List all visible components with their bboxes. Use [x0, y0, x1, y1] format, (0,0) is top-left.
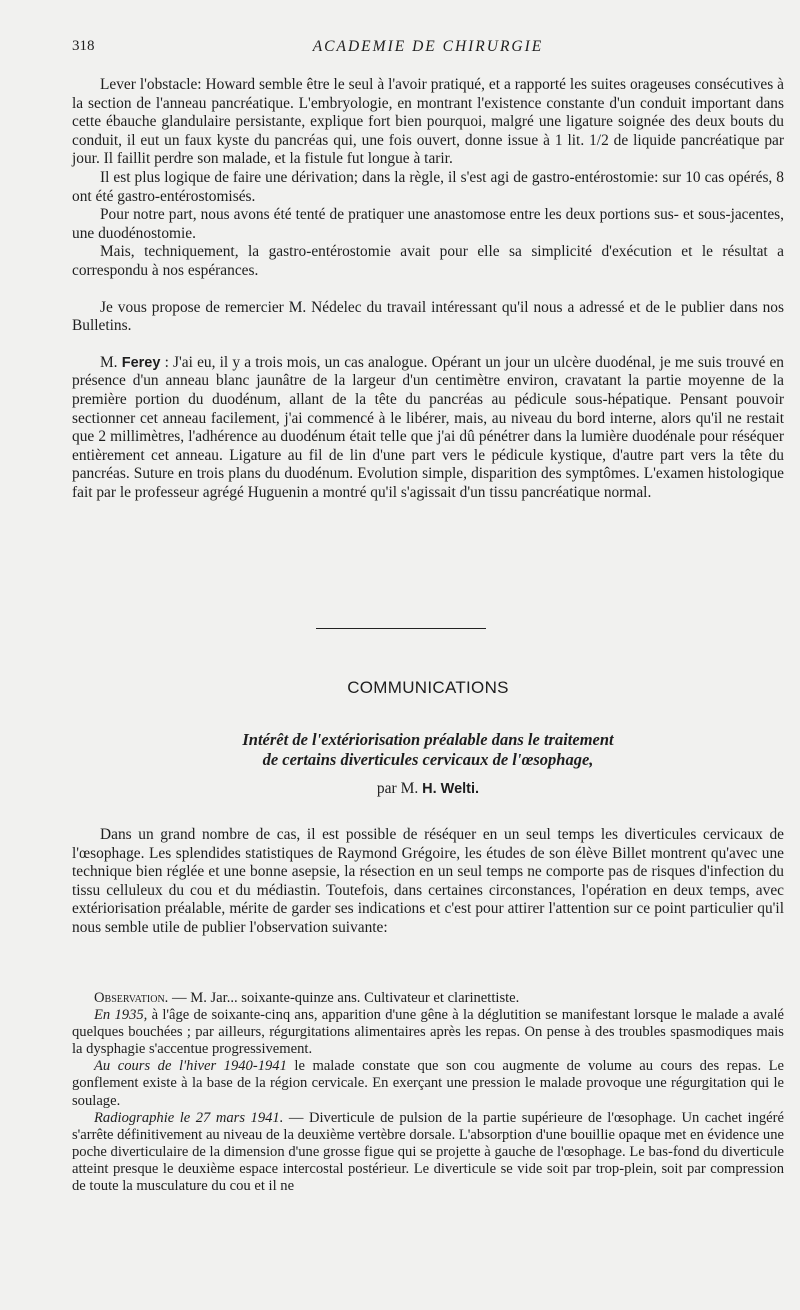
- observation-text: — Diverticule de pulsion de la partie supérieure de l'œsophage. Un cachet ingéré s'arrête définitivement au niveau de la deuxième vertèbre dorsale. L'absorption d'une bouillie opaque met en évidence une poche diverticulaire de la dimension d'une grosse figue qui se projette à gauche de l'œsophage. Le bas-fond du diverticule atteint presque le deuxième espace intercostal postérieur. Le diverticule se vide soit par trop-plein, soit par compression de toute la musculature du cou et il ne: [72, 1109, 784, 1195]
- speaker-name: Ferey: [121, 354, 161, 371]
- observation-paragraph: [72, 1007, 784, 1058]
- article-title-line: de certains diverticules cervicaux de l'œsophage,: [262, 750, 594, 769]
- paragraph: Je vous propose de remercier M. Nédelec du travail intéressant qu'il nous a adressé et de le publier dans nos Bulletins.: [72, 298, 784, 335]
- observation-text: le malade constate que son cou augmente de volume au cours des repas. Le gonflement existe à la base de la région cervicale. En exerçant une pression le malade provoque une régurgitation qui le soulage.: [72, 1058, 785, 1109]
- observation-label: Observation.: [94, 990, 169, 1006]
- article-title: [72, 730, 784, 770]
- section-heading: COMMUNICATIONS: [347, 678, 509, 697]
- section-divider: [316, 628, 486, 629]
- author-name: H. Welti.: [422, 781, 480, 797]
- observation-text: à l'âge de soixante-cinq ans, apparition d'une gêne à la déglutition se manifestant lorsque le malade a avalé quelques bouchées ; par ailleurs, régurgitations alimentaires après les repas. On pense à des troubles spasmodiques mais la dysphagie s'accentue progressivement.: [72, 1007, 784, 1058]
- observation-lead: Radiographie le 27 mars 1941.: [94, 1109, 284, 1126]
- report-conclusion: [72, 76, 784, 502]
- running-title: ACADEMIE DE CHIRURGIE: [312, 38, 544, 55]
- article-intro: [72, 826, 784, 938]
- discussion-paragraph: [72, 354, 784, 503]
- paragraph: Pour notre part, nous avons été tenté de pratiquer une anastomose entre les deux portions sus- et sous-jacentes, une duodénostomie.: [72, 206, 784, 242]
- spacer: [72, 336, 784, 354]
- speaker-prefix: M.: [100, 353, 118, 371]
- observation-paragraph: [72, 1110, 784, 1195]
- observation-lead: En 1935,: [94, 1007, 148, 1024]
- observation-paragraph: [72, 990, 784, 1007]
- observation-text: — M. Jar... soixante-quinze ans. Cultivateur et clarinettiste.: [171, 990, 520, 1006]
- discussion-text: : J'ai eu, il y a trois mois, un cas analogue. Opérant un jour un ulcère duodénal, je me suis trouvé en présence d'un anneau blanc jaunâtre de la largeur d'un centimètre environ, cravatant la partie moyenne de la première portion du duodénum, allant de la tête du pancréas au pédicule sous-hépatique. Pensant pouvoir sectionner cet anneau facilement, j'ai commencé à le libérer, mais, au niveau du bord interne, alors qu'il ne restait que 2 millimètres, l'adhérence au duodénum était telle que j'ai dû pénétrer dans la lumière duodénale pour réséquer entièrement cet anneau. Ligature au fil de lin d'une part vers le pédicule kystique, d'autre part vers la tête du pancréas. Suture en trois plans du duodénum. Evolution simple, disparition des symptômes. L'examen histologique fait par le professeur agrégé Huguenin a montré qu'il s'agissait d'un tissu pancréatique normal.: [72, 353, 784, 501]
- paragraph: Il est plus logique de faire une dérivation; dans la règle, il s'est agi de gastro-entérostomie: sur 10 cas opérés, 8 ont été gastro-entérostomisés.: [72, 168, 784, 205]
- observation-lead: Au cours de l'hiver 1940-1941: [94, 1058, 287, 1075]
- article-title-line: Intérêt de l'extériorisation préalable dans le traitement: [242, 730, 614, 749]
- observation-block: [72, 990, 784, 1195]
- byline-prefix: par M.: [376, 780, 419, 797]
- observation-paragraph: [72, 1058, 784, 1109]
- page-number: 318: [72, 38, 95, 54]
- paragraph: Dans un grand nombre de cas, il est possible de réséquer en un seul temps les diverticules cervicaux de l'œsophage. Les splendides statistiques de Raymond Grégoire, les études de son élève Billet montrent qu'avec une technique bien réglée et une bonne asepsie, la résection en un seul temps ne comporte pas de risques d'infection du tissu celluleux du cou et du médiastin. Toutefois, dans certaines circonstances, l'opération en deux temps, avec extériorisation préalable, mérite de garder ses indications et c'est pour attirer l'attention sur ce point particulier qu'il nous semble utile de publier l'observation suivante:: [72, 826, 784, 936]
- paragraph: Lever l'obstacle: Howard semble être le seul à l'avoir pratiqué, et a rapporté les suites orageuses consécutives à la section de l'anneau pancréatique. L'embryologie, en montrant l'existence constante d'un conduit important dans cette ébauche glandulaire persistante, explique fort bien pourquoi, malgré une ligature soignée des deux bouts du conduit, il eut un faux kyste du pancréas qui, une fois ouvert, donne issue à 1 lit. 1/2 de liquide pancréatique par jour. Il faillit perdre son malade, et la fistule fut longue à tarir.: [72, 76, 784, 168]
- byline: [72, 780, 784, 798]
- paragraph: Mais, techniquement, la gastro-entérostomie avait pour elle sa simplicité d'exécution et le résultat a correspondu à nos espérances.: [72, 243, 784, 279]
- spacer: [72, 281, 784, 299]
- page-header: [72, 38, 784, 60]
